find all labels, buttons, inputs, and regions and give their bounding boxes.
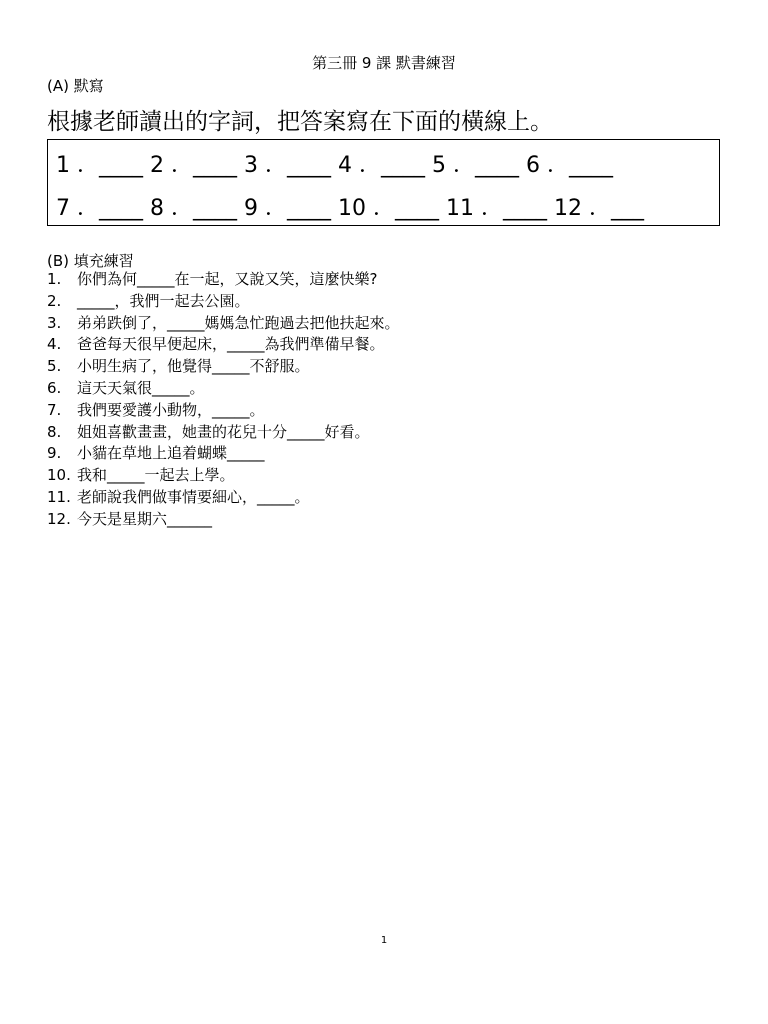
page-number: 1 [380, 935, 388, 946]
question-number: 10. [47, 466, 71, 485]
question-number: 1. [47, 270, 62, 288]
question-item [47, 487, 400, 509]
answer-row-2 [56, 191, 644, 222]
dictation-answer-box [47, 139, 720, 226]
question-item [47, 269, 400, 291]
section-a-heading: (A) 默寫 [47, 77, 104, 95]
question-text: _____，我們一起去公園。 [77, 291, 250, 310]
question-item [47, 443, 400, 465]
question-text: 弟弟跌倒了，_____媽媽急忙跑過去把他扶起來。 [77, 313, 400, 332]
question-text: 我和_____一起去上學。 [77, 466, 235, 485]
question-number: 5. [47, 357, 62, 376]
question-number: 8. [47, 422, 62, 441]
question-number: 6. [47, 378, 62, 397]
question-number: 7. [47, 400, 62, 419]
question-text: 老師說我們做事情要細心，_____。 [77, 487, 310, 506]
answer-slot: 2 ．____ [150, 153, 237, 178]
fill-in-question-list [47, 269, 400, 531]
question-text: 今天是星期六______ [77, 509, 213, 528]
question-number: 12. [47, 509, 71, 528]
question-text: 姐姐喜歡畫畫，她畫的花兒十分_____好看。 [77, 422, 370, 441]
answer-slot: 10 ．____ [338, 196, 439, 221]
question-text: 爸爸每天很早便起床，_____為我們準備早餐。 [77, 335, 385, 354]
answer-row-1 [56, 148, 613, 179]
question-number: 11. [47, 487, 71, 506]
question-text: 我們要愛護小動物，_____。 [77, 400, 265, 419]
answer-slot: 11 ．____ [446, 196, 547, 221]
question-number: 3. [47, 313, 62, 332]
question-number: 9. [47, 444, 62, 463]
question-number: 4. [47, 335, 62, 354]
question-text: 小明生病了，他覺得_____不舒服。 [77, 357, 310, 376]
question-item [47, 313, 400, 335]
question-number: 2. [47, 291, 62, 310]
dictation-instruction: 根據老師讀出的字詞，把答案寫在下面的橫線上。 [47, 109, 553, 135]
section-b-heading: (B) 填充練習 [47, 252, 134, 270]
question-text: 這天天氣很_____。 [77, 378, 205, 397]
answer-slot: 7 ．____ [56, 196, 143, 221]
question-item [47, 291, 400, 313]
answer-slot: 5 ．____ [432, 153, 519, 178]
question-text: 你們為何_____在一起，又說又笑，這麼快樂? [77, 270, 378, 288]
question-item [47, 356, 400, 378]
answer-slot: 8 ．____ [150, 196, 237, 221]
answer-slot: 9 ．____ [244, 196, 331, 221]
question-item [47, 378, 400, 400]
answer-slot: 6 ．____ [526, 153, 613, 178]
answer-slot: 4 ．____ [338, 153, 425, 178]
answer-slot: 3 ．____ [244, 153, 331, 178]
answer-slot: 12 ．___ [554, 196, 644, 221]
answer-slot: 1 ．____ [56, 153, 143, 178]
question-item [47, 334, 400, 356]
question-text: 小貓在草地上追着蝴蝶_____ [77, 444, 265, 463]
question-item [47, 465, 400, 487]
page-title: 第三冊 9 課 默書練習 [312, 54, 456, 72]
question-item [47, 509, 400, 531]
question-item [47, 422, 400, 444]
question-item [47, 400, 400, 422]
